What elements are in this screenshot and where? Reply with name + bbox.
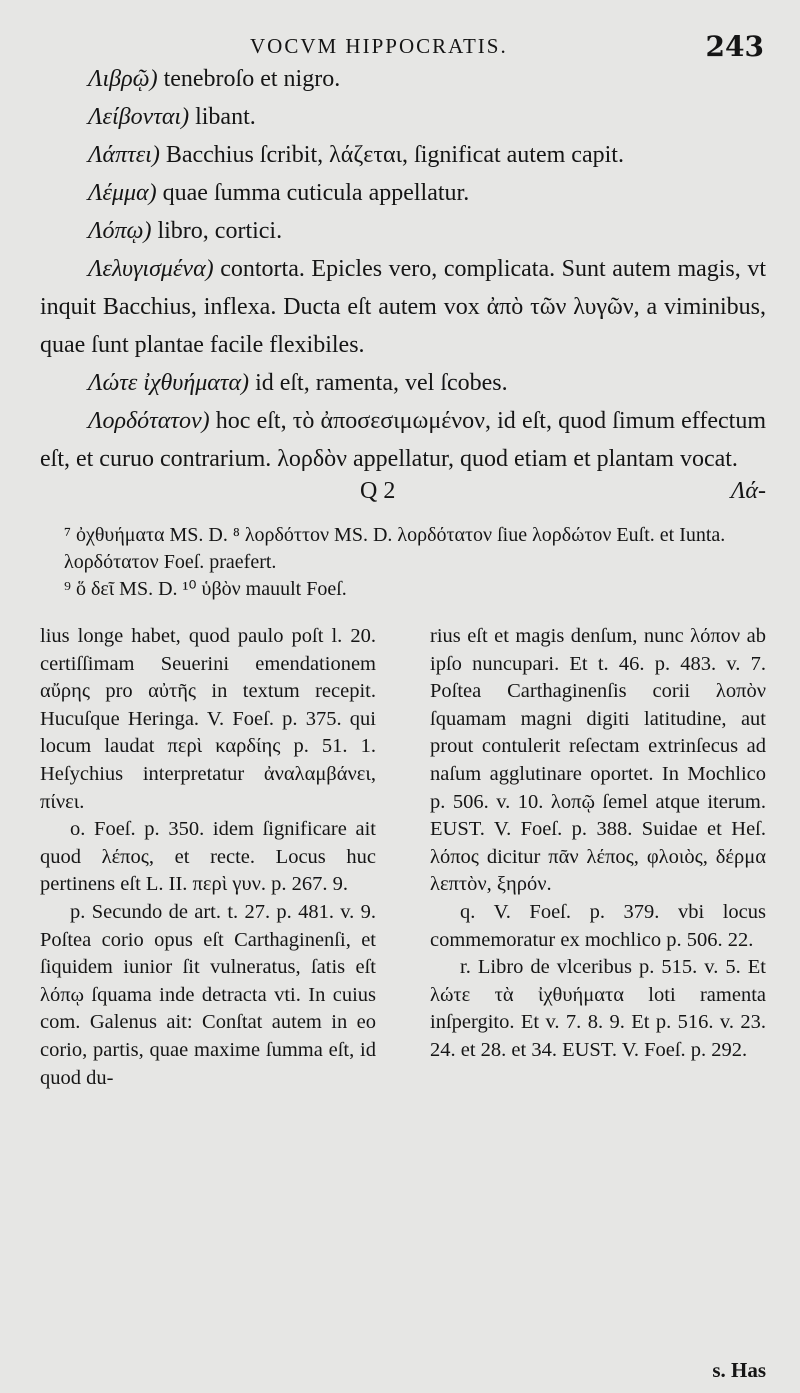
footnote: ⁷ ὀχθυήματα MS. D. ⁸ λορδόττον MS. D. λορδότατον ſiue λορδώτον Euſt. et Iunta. λορδότατον Foeſ. praefert. [64,524,726,573]
entry [40,212,766,250]
left-column [40,623,376,1092]
entry [40,402,766,478]
entry-text: tenebroſo et nigro. [157,66,341,92]
entry-text: Bacchius ſcribit, λάζεται, ſignificat autem capit. [159,142,624,168]
running-title: VOCVM HIPPOCRATIS. [250,34,508,58]
entry [40,364,766,402]
right-column [430,623,766,1092]
entry-text: libant. [189,104,256,130]
entry-lemma: Λέμμα) [88,180,157,206]
commentary-paragraph: o. Foeſ. p. 350. idem ſignificare ait quod λέπος, et recte. Locus huc pertinens eſt L. II. περὶ γυν. p. 267. 9. [40,818,376,896]
entry [40,60,766,98]
signature-row [40,478,766,516]
entry-lemma: Λιβρῷ) [88,66,158,92]
entry [40,174,766,212]
commentary-columns [40,623,766,1092]
entry-lemma: Λείβονται) [88,104,190,130]
entry [40,136,766,174]
commentary-paragraph: rius eſt et magis denſum, nunc λόπον ab ipſo nuncupari. Et t. 46. p. 483. v. 7. Poſtea Carthaginenſis corii λοπὸν ſquamam magni digiti latitudine, aut prout contulerit reſectam extrinſecus ad naſum agglutinare oportet. In Mochlico p. 506. v. 10. λοπῷ ſemel atque iterum. EUST. V. Foeſ. p. 388. Suidae et Heſ. λόπος dicitur πᾶν λέπος, φλοιὸς, δέρμα λεπτὸν, ξηρόν. [430,625,766,896]
commentary-paragraph: lius longe habet, quod paulo poſt l. 20. certiſſimam Seuerini emendationem αὔρης pro αὐτῆς in textum recepit. Hucuſque Heringa. V. Foeſ. p. 375. qui locum laudat περὶ καρδίης p. 51. 1. Heſychius interpretatur ἀναλαμβάνει, πίνει. [40,625,376,813]
entry-lemma: Λόπῳ) [88,218,152,244]
entry-lemma: Λάπτει) [88,142,160,168]
page-header [40,0,766,63]
footnote: ⁹ ὅ δεῖ MS. D. ¹⁰ ὑβὸν mauult Foeſ. [64,578,347,600]
entry-lemma: Λελυγισμένα) [88,256,214,282]
footnotes [40,522,766,603]
entry-lemma: Λορδότατον) [88,408,210,434]
entry-text: contorta. Epicles vero, complicata. Sunt autem magis, vt inquit Bacchius, inflexa. Ducta eſt autem vox ἀπὸ τῶν λυγῶν, a viminibus, quae ſunt plantae facile flexibiles. [40,256,766,358]
page-number: 243 [705,30,764,63]
bottom-catchword: s. Has [712,1358,766,1382]
commentary-paragraph: q. V. Foeſ. p. 379. vbi locus commemoratur ex mochlico p. 506. 22. [430,900,766,951]
main-text [40,60,766,478]
entry [40,98,766,136]
signature-mark: Q 2 [360,478,396,504]
entry-text: quae ſumma cuticula appellatur. [156,180,470,206]
entry [40,250,766,364]
entry-lemma: Λώτε ἰχθυήματα) [88,370,250,396]
catchword: Λά- [730,478,766,504]
commentary-paragraph: p. Secundo de art. t. 27. p. 481. v. 9. Poſtea corio opus eſt Carthaginenſi, et ſiquidem iunior ſit vulneratus, ſatis eſt λόπῳ ſquama inde detracta vti. In cuius com. Galenus ait: Conſtat autem in eo corio, partis, quae maxime ſumma eſt, id quod du- [40,900,376,1089]
entry-text: libro, cortici. [151,218,283,244]
commentary-paragraph: r. Libro de vlceribus p. 515. v. 5. Et λώτε τὰ ἰχθυήματα loti ramenta inſpergito. Et v. 7. 8. 9. Et p. 516. v. 23. 24. et 28. et 34. EUST. V. Foeſ. p. 292. [430,956,766,1061]
entry-text: id eſt, ramenta, vel ſcobes. [249,370,508,396]
entry-text: hoc eſt, τὸ ἀποσεσιμωμένον, id eſt, quod ſimum effectum eſt, et curuo contrarium. λορδὸν appellatur, quod etiam et plantam vocat. [40,408,766,472]
